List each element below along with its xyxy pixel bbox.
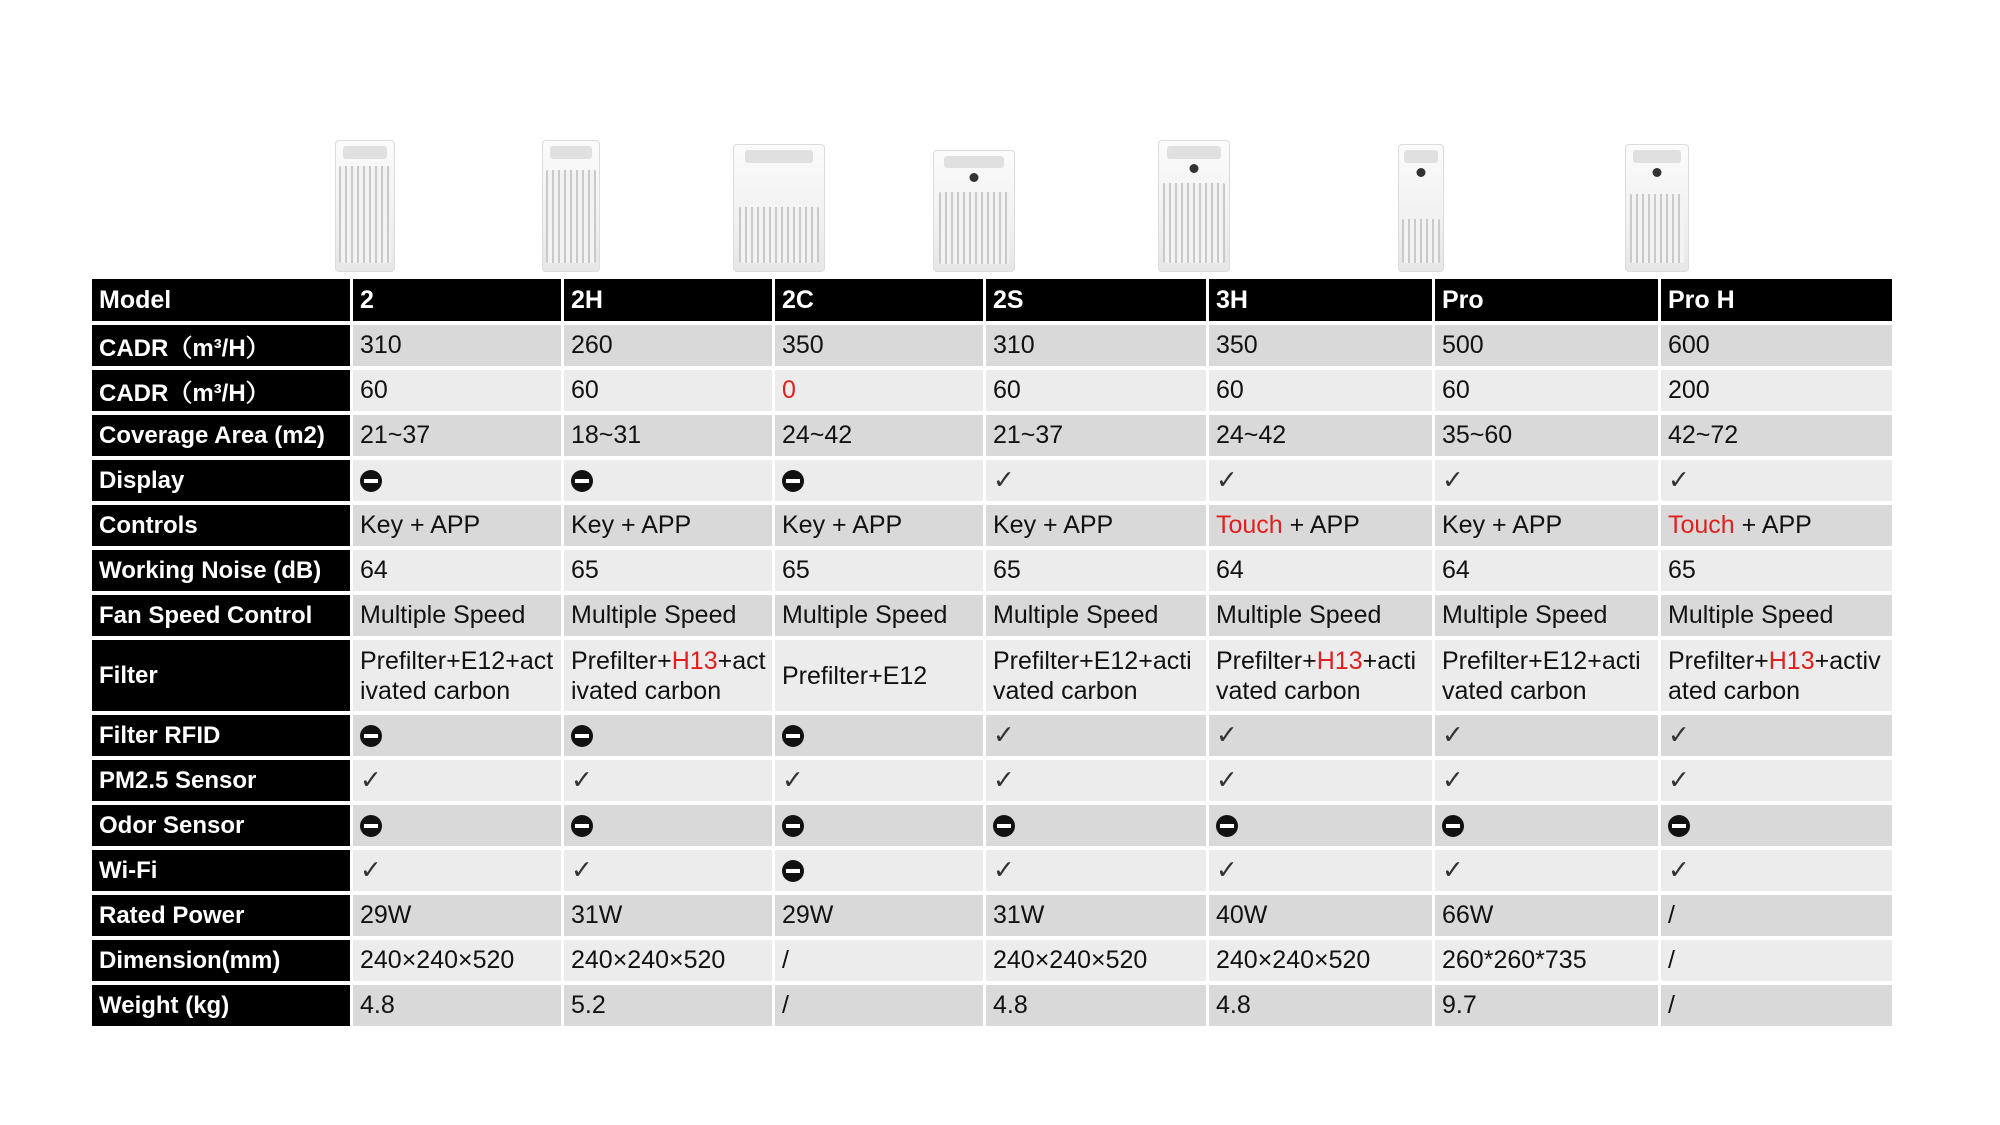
table-cell [350,715,561,756]
table-row [92,505,1892,546]
product-image-pro [1398,144,1444,272]
table-cell [772,595,983,636]
product-image-pro-h [1625,144,1689,272]
cell-text: vated carbon [993,676,1138,705]
table-cell [983,895,1206,936]
cell-text: ivated carbon [571,676,722,705]
row-label: Filter [92,640,350,711]
cell-text: Multiple Speed [1216,601,1382,629]
no-entry-icon [782,815,804,837]
cell-text: 24~42 [782,421,853,449]
cell-text: +acti [1362,646,1417,675]
table-row [92,595,1892,636]
table-cell [561,895,772,936]
table-cell [1432,505,1658,546]
cell-text: 350 [1216,331,1258,359]
cell-text: 64 [1442,556,1470,584]
cell-text: 65 [571,556,599,584]
cell-text: 310 [993,331,1035,359]
table-row [92,460,1892,501]
product-image-2 [335,140,395,272]
checkmark-icon: ✓ [782,765,804,796]
table-cell [983,715,1206,756]
table-cell [1206,850,1432,891]
cell-text: 260 [571,331,613,359]
table-cell [561,415,772,456]
table-cell [561,940,772,981]
row-label: Odor Sensor [92,805,350,846]
cell-text: 60 [571,376,599,404]
cell-text: Prefilter+E12+acti [993,646,1192,675]
cell-text: +act [717,646,766,675]
table-cell [983,985,1206,1026]
cell-text: ivated carbon [360,676,511,705]
table-cell [1432,805,1658,846]
table-row [92,985,1892,1026]
table-cell [350,805,561,846]
highlight-text: H13 [671,646,718,675]
checkmark-icon: ✓ [1668,765,1690,796]
no-entry-icon [1668,815,1690,837]
table-cell [1206,505,1432,546]
cell-text: 31W [993,901,1045,929]
cell-text: Prefilter+E12 [782,661,928,690]
table-row [92,940,1892,981]
checkmark-icon: ✓ [1442,765,1464,796]
no-entry-icon [993,815,1015,837]
table-cell [350,940,561,981]
table-cell [1658,895,1892,936]
table-cell [983,415,1206,456]
table-cell [1206,325,1432,366]
product-image-3h [1158,140,1230,272]
cell-text: / [1668,946,1675,974]
cell-text: Multiple Speed [1442,601,1608,629]
header-label: Model [92,279,350,321]
no-entry-icon [571,725,593,747]
no-entry-icon [360,815,382,837]
cell-text: ated carbon [1668,676,1801,705]
cell-text: 60 [993,376,1021,404]
checkmark-icon: ✓ [571,765,593,796]
no-entry-icon [782,725,804,747]
table-cell [772,550,983,591]
row-label: Controls [92,505,350,546]
table-row [92,850,1892,891]
cell-text: Key + APP [993,511,1114,539]
table-cell [772,940,983,981]
model-header: 2S [983,279,1206,321]
table-row [92,805,1892,846]
row-label: PM2.5 Sensor [92,760,350,801]
table-cell [350,850,561,891]
highlight-text: Touch [1216,511,1283,539]
table-cell [983,850,1206,891]
cell-text: 240×240×520 [1216,946,1371,974]
table-cell [350,760,561,801]
cell-text: +activ [1814,646,1881,675]
table-cell [1658,985,1892,1026]
table-cell [350,370,561,411]
checkmark-icon: ✓ [1442,720,1464,751]
table-row [92,325,1892,366]
table-cell [1432,325,1658,366]
checkmark-icon: ✓ [1216,720,1238,751]
table-cell [772,760,983,801]
model-header: 2 [350,279,561,321]
cell-text: / [782,991,789,1019]
cell-text: Key + APP [782,511,903,539]
no-entry-icon [360,725,382,747]
table-cell [561,550,772,591]
cell-text: Key + APP [571,511,692,539]
table-cell [1432,715,1658,756]
model-header: 2C [772,279,983,321]
table-cell [350,595,561,636]
table-row [92,895,1892,936]
row-label: Wi-Fi [92,850,350,891]
checkmark-icon: ✓ [1668,720,1690,751]
table-cell [561,985,772,1026]
row-label: Coverage Area (m2) [92,415,350,456]
table-cell [983,325,1206,366]
table-cell [1432,895,1658,936]
table-cell [772,325,983,366]
table-cell [561,325,772,366]
no-entry-icon [1442,815,1464,837]
table-row [92,760,1892,801]
cell-text: 600 [1668,331,1710,359]
checkmark-icon: ✓ [993,720,1015,751]
table-cell [1432,850,1658,891]
cell-text: 4.8 [993,991,1028,1019]
highlight-text: 0 [782,376,796,404]
cell-text: 29W [782,901,834,929]
spec-comparison-table [92,275,1892,1030]
table-cell [983,370,1206,411]
cell-text: + APP [1282,511,1360,539]
table-cell [772,415,983,456]
cell-text: vated carbon [1442,676,1587,705]
table-cell [983,640,1206,711]
checkmark-icon: ✓ [571,855,593,886]
cell-text: / [1668,901,1675,929]
table-cell [1206,595,1432,636]
table-cell [983,595,1206,636]
product-image-2h [542,140,600,272]
cell-text: 500 [1442,331,1484,359]
product-images [92,130,1892,272]
table-cell [1206,370,1432,411]
table-cell [350,505,561,546]
table-cell [561,370,772,411]
cell-text: 35~60 [1442,421,1513,449]
table-cell [1432,760,1658,801]
table-cell [1432,940,1658,981]
table-cell [350,895,561,936]
cell-text: 350 [782,331,824,359]
cell-text: 65 [782,556,810,584]
table-cell [350,550,561,591]
table-cell [1432,370,1658,411]
table-header-row [92,279,1892,321]
table-cell [1206,760,1432,801]
cell-text: Multiple Speed [360,601,526,629]
table-cell [561,850,772,891]
table-cell [983,460,1206,501]
table-cell [772,985,983,1026]
cell-text: 42~72 [1668,421,1739,449]
table-row [92,415,1892,456]
cell-text: / [782,946,789,974]
checkmark-icon: ✓ [360,765,382,796]
row-label: CADR（m³/H） [92,370,350,411]
cell-text: Multiple Speed [1668,601,1834,629]
highlight-text: Touch [1668,511,1735,539]
table-cell [772,505,983,546]
cell-text: Key + APP [360,511,481,539]
no-entry-icon [571,815,593,837]
cell-text: 65 [993,556,1021,584]
table-cell [1658,595,1892,636]
cell-text: 24~42 [1216,421,1287,449]
table-cell [1658,370,1892,411]
table-cell [983,550,1206,591]
cell-text: Multiple Speed [993,601,1159,629]
table-cell [1658,715,1892,756]
cell-text: Multiple Speed [571,601,737,629]
table-cell [350,415,561,456]
table-cell [350,640,561,711]
checkmark-icon: ✓ [1442,465,1464,496]
checkmark-icon: ✓ [1442,855,1464,886]
cell-text: 21~37 [360,421,431,449]
cell-text: 5.2 [571,991,606,1019]
table-cell [350,985,561,1026]
cell-text: 310 [360,331,402,359]
checkmark-icon: ✓ [993,855,1015,886]
table-cell [561,760,772,801]
cell-text: 31W [571,901,623,929]
table-cell [983,805,1206,846]
table-cell [1206,895,1432,936]
table-cell [1658,460,1892,501]
table-cell [772,460,983,501]
table-cell [983,505,1206,546]
table-cell [1658,760,1892,801]
cell-text: Prefilter+E12+act [360,646,554,675]
cell-text: / [1668,991,1675,1019]
table-cell [1206,940,1432,981]
table-cell [983,760,1206,801]
checkmark-icon: ✓ [1216,855,1238,886]
table-cell [772,850,983,891]
table-cell [1658,640,1892,711]
table-cell [1432,460,1658,501]
row-label: Fan Speed Control [92,595,350,636]
table-cell [561,715,772,756]
table-cell [561,640,772,711]
cell-text: Prefilter+ [571,646,672,675]
row-label: Working Noise (dB) [92,550,350,591]
model-header: Pro H [1658,279,1892,321]
row-label: Display [92,460,350,501]
checkmark-icon: ✓ [1216,465,1238,496]
table-cell [1432,415,1658,456]
cell-text: 4.8 [1216,991,1251,1019]
table-cell [1206,715,1432,756]
table-cell [772,370,983,411]
row-label: CADR（m³/H） [92,325,350,366]
table-row [92,370,1892,411]
table-cell [1658,505,1892,546]
table-cell [561,505,772,546]
cell-text: 240×240×520 [993,946,1148,974]
no-entry-icon [360,470,382,492]
cell-text: Prefilter+E12+acti [1442,646,1641,675]
cell-text: 200 [1668,376,1710,404]
table-cell [1432,550,1658,591]
cell-text: 65 [1668,556,1696,584]
cell-text: + APP [1734,511,1812,539]
model-header: Pro [1432,279,1658,321]
table-cell [1432,985,1658,1026]
checkmark-icon: ✓ [1668,465,1690,496]
highlight-text: H13 [1768,646,1815,675]
table-cell [772,640,983,711]
no-entry-icon [782,470,804,492]
table-cell [1206,460,1432,501]
cell-text: 64 [360,556,388,584]
cell-text: 240×240×520 [571,946,726,974]
cell-text: Prefilter+ [1216,646,1317,675]
cell-text: 60 [360,376,388,404]
cell-text: 60 [1442,376,1470,404]
cell-text: 9.7 [1442,991,1477,1019]
table-cell [561,805,772,846]
table-cell [561,460,772,501]
row-label: Rated Power [92,895,350,936]
product-image-2s [933,150,1015,272]
table-row [92,640,1892,711]
table-cell [1658,325,1892,366]
row-label: Dimension(mm) [92,940,350,981]
table-cell [772,895,983,936]
cell-text: vated carbon [1216,676,1361,705]
table-cell [1658,850,1892,891]
highlight-text: H13 [1316,646,1363,675]
cell-text: Key + APP [1442,511,1563,539]
table-cell [1432,595,1658,636]
cell-text: 260*260*735 [1442,946,1587,974]
cell-text: 240×240×520 [360,946,515,974]
cell-text: 64 [1216,556,1244,584]
checkmark-icon: ✓ [993,765,1015,796]
cell-text: Multiple Speed [782,601,948,629]
table-row [92,550,1892,591]
table-cell [1658,805,1892,846]
checkmark-icon: ✓ [360,855,382,886]
table-cell [1206,415,1432,456]
row-label: Filter RFID [92,715,350,756]
cell-text: 29W [360,901,412,929]
table-row [92,715,1892,756]
cell-text: 66W [1442,901,1494,929]
table-cell [983,940,1206,981]
no-entry-icon [571,470,593,492]
table-cell [1206,640,1432,711]
cell-text: 18~31 [571,421,642,449]
table-cell [1658,550,1892,591]
row-label: Weight (kg) [92,985,350,1026]
product-image-2c [733,144,825,272]
cell-text: 4.8 [360,991,395,1019]
table-cell [350,460,561,501]
no-entry-icon [1216,815,1238,837]
table-cell [772,805,983,846]
cell-text: Prefilter+ [1668,646,1769,675]
table-cell [350,325,561,366]
table-cell [561,595,772,636]
table-cell [1206,805,1432,846]
cell-text: 60 [1216,376,1244,404]
table-cell [1206,550,1432,591]
model-header: 2H [561,279,772,321]
table-cell [1658,940,1892,981]
checkmark-icon: ✓ [1668,855,1690,886]
table-cell [1658,415,1892,456]
cell-text: 21~37 [993,421,1064,449]
model-header: 3H [1206,279,1432,321]
table-cell [772,715,983,756]
table-cell [1206,985,1432,1026]
checkmark-icon: ✓ [993,465,1015,496]
no-entry-icon [782,860,804,882]
cell-text: 40W [1216,901,1268,929]
table-cell [1432,640,1658,711]
checkmark-icon: ✓ [1216,765,1238,796]
